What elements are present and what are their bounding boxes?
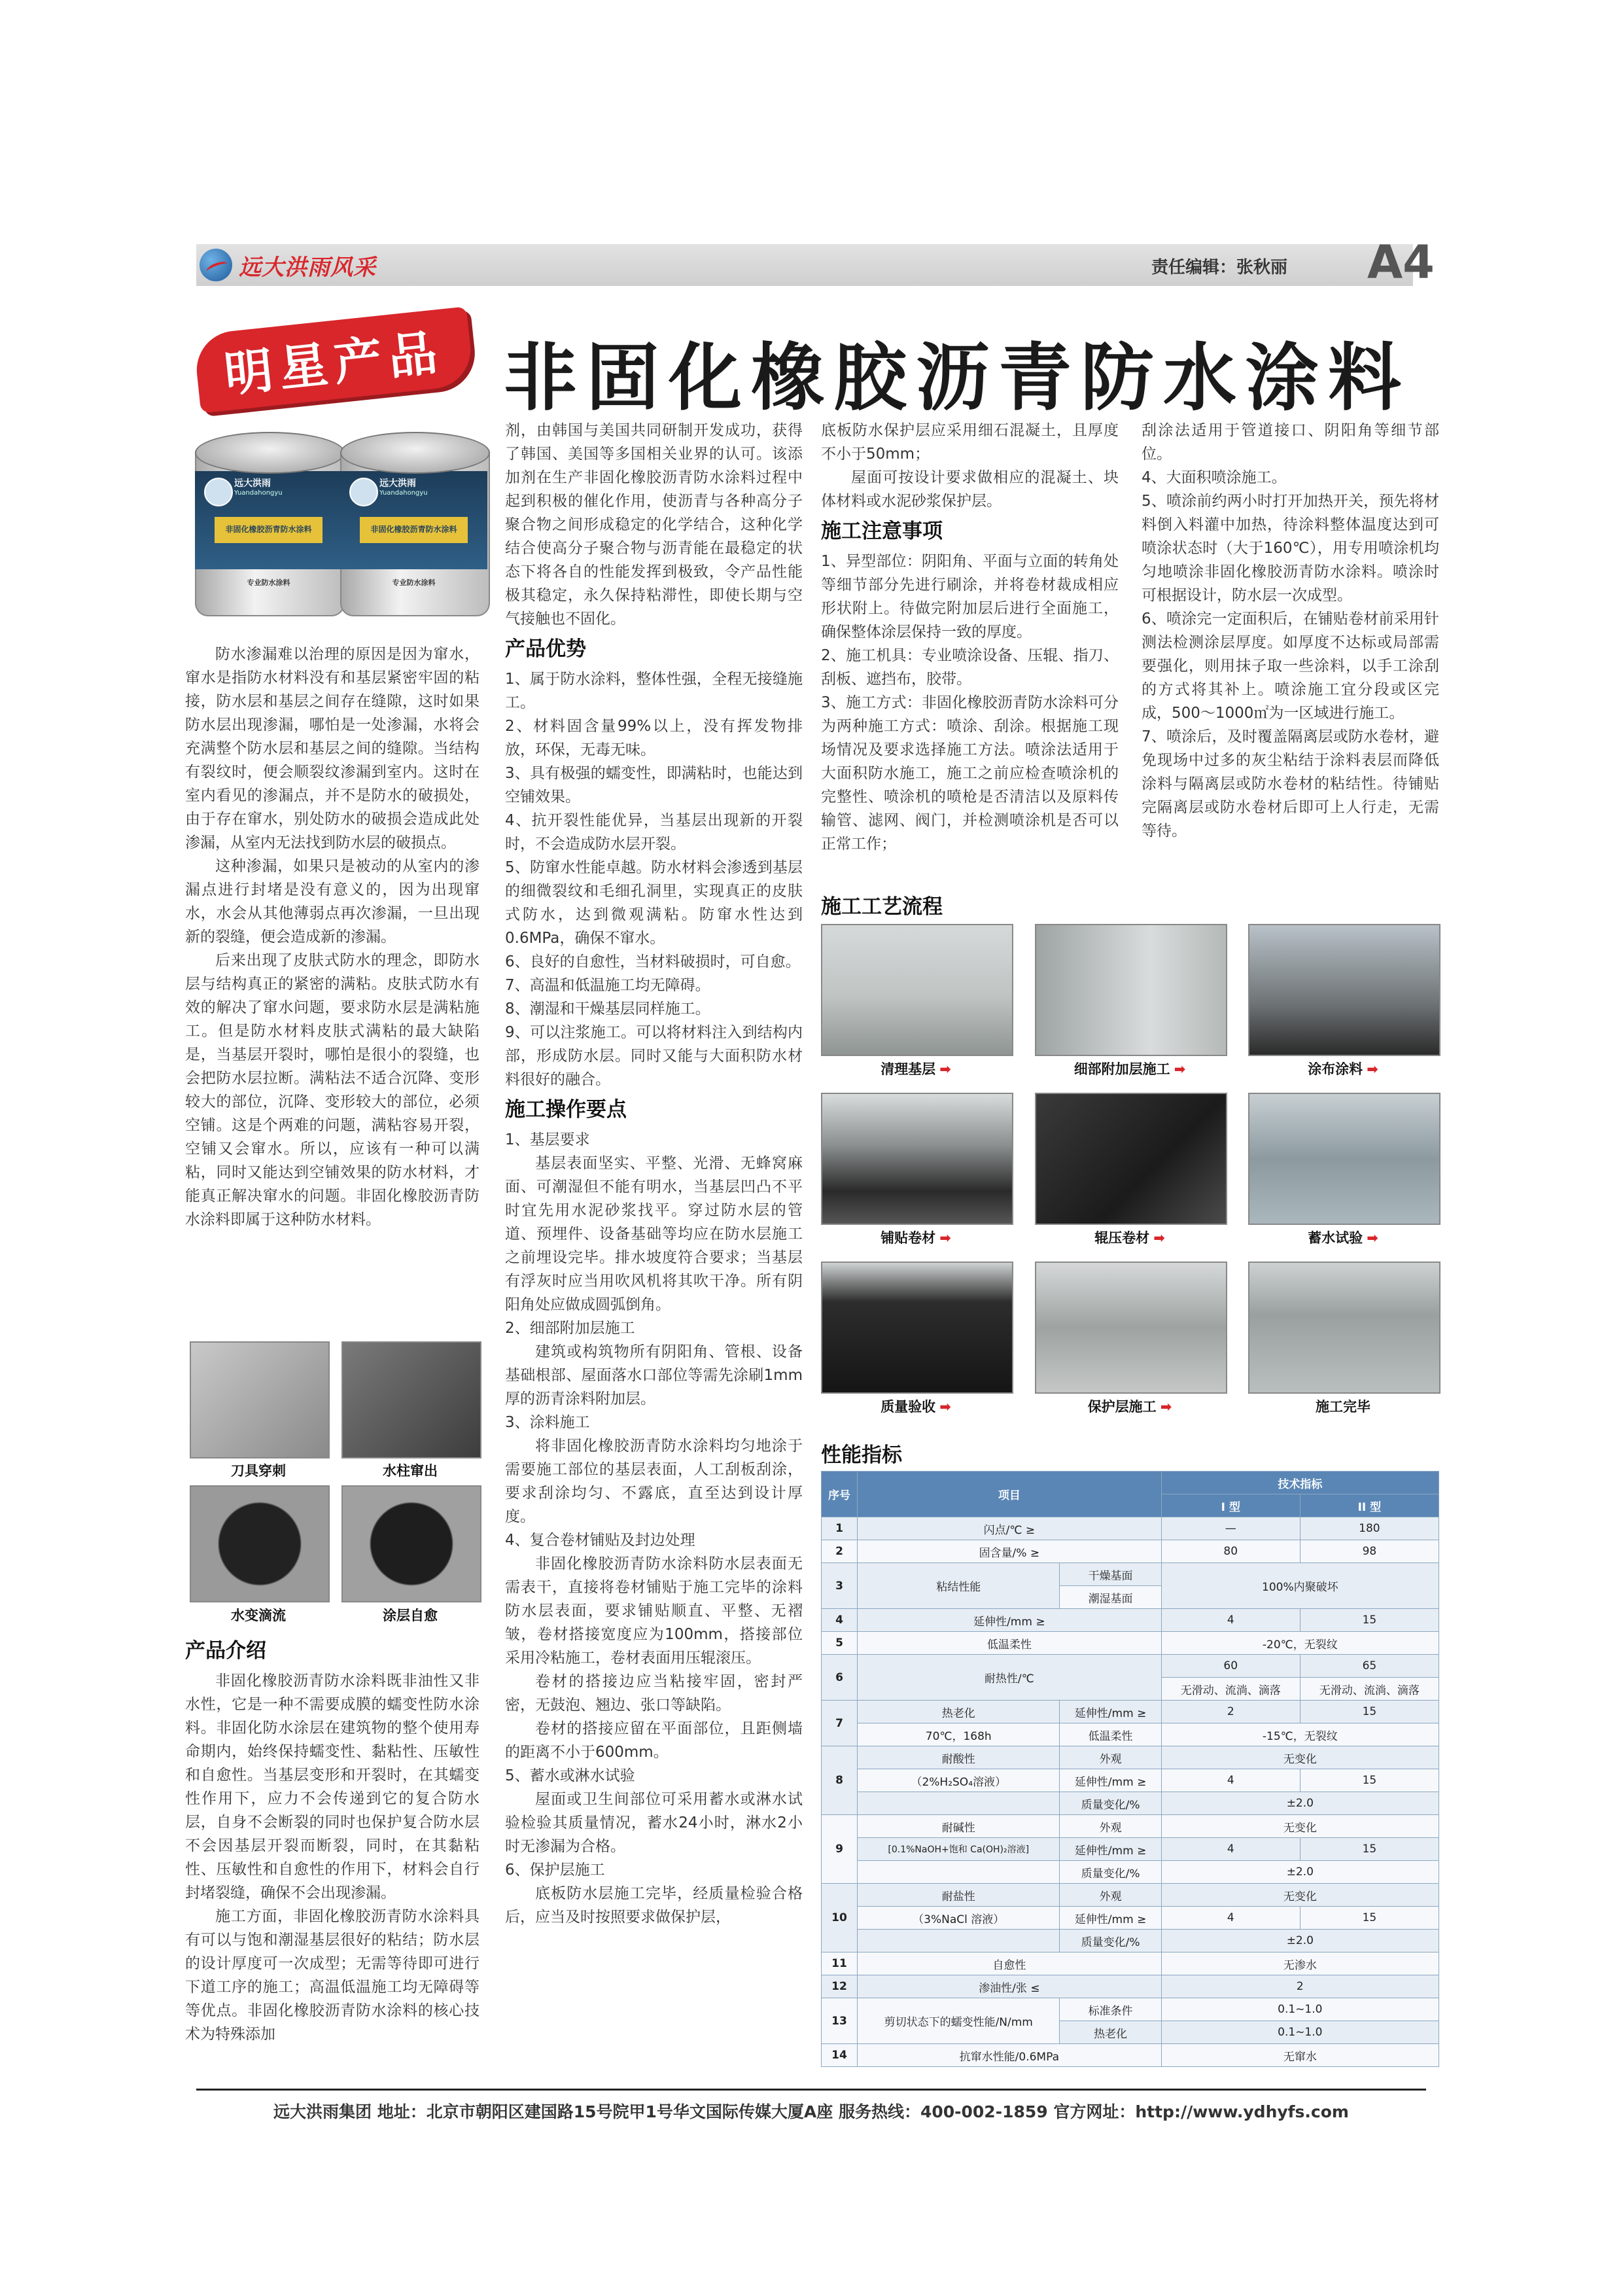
list-item: 2、施工机具：专业喷涂设备、压辊、指刀、刮板、遮挡布，胶带。 bbox=[821, 647, 1119, 688]
paragraph: 施工方面，非固化橡胶沥青防水涂料具有可以与饱和潮湿基层很好的粘结；防水层的设计厚度可一次成型；无需等待即可进行下道工序的施工；高温低温施工均无障碍等等优点。非固化橡胶沥青防水涂料的核心技术为特殊添加 bbox=[185, 1908, 480, 2043]
list-item: 5、蓄水或淋水试验 bbox=[505, 1767, 635, 1784]
can-sub: 专业防水涂料 bbox=[247, 578, 290, 587]
footer-rule bbox=[196, 2089, 1426, 2091]
can-label: 非固化橡胶沥青防水涂料 bbox=[225, 525, 312, 534]
list-item: 2、材料固含量99%以上，没有挥发物排放，环保，无毒无味。 bbox=[505, 718, 803, 758]
table-row: 3 粘结性能 干燥基面 100%内聚破坏 bbox=[822, 1563, 1439, 1586]
photo-caption: 水柱窜出 bbox=[383, 1463, 438, 1479]
process-step-label: 辊压卷材 bbox=[1094, 1230, 1150, 1246]
product-can-1 bbox=[195, 432, 342, 622]
process-step-label: 涂布涂料 bbox=[1308, 1061, 1363, 1077]
table-row: [0.1%NaOH+饱和 Ca(OH)₂溶液] 延伸性/mm ≥ 4 15 bbox=[822, 1838, 1439, 1861]
paragraph: 后来出现了皮肤式防水的理念，即防水层与结构真正的紧密的满粘。皮肤式防水有效的解决了窜水问题，要求防水层是满粘施工。但是防水材料皮肤式满粘的最大缺陷是，当基层开裂时，哪怕是很小的裂缝，也会把防水层拉断。满粘法不适合沉降、变形较大的部位，沉降、变形较大的部位，必须空铺。这是个两难的问题，满粘容易开裂，空铺又会窜水。所以，应该有一种可以满粘，同时又能达到空铺效果的防水材料，才能真正解决窜水的问题。非固化橡胶沥青防水涂料即属于这种防水材料。 bbox=[185, 952, 480, 1228]
table-row: 2 固含量/% ≥ 80 98 bbox=[822, 1540, 1439, 1563]
arrow-right-icon: ➡ bbox=[939, 1230, 951, 1246]
process-photo-lay bbox=[821, 1093, 1013, 1225]
table-row: （3%NaCl 溶液） 延伸性/mm ≥ 4 15 bbox=[822, 1907, 1439, 1930]
arrow-right-icon: ➡ bbox=[1367, 1061, 1378, 1077]
list-item: 1、基层要求 bbox=[505, 1131, 590, 1148]
can-brand-en: Yuandahongyu bbox=[234, 489, 283, 497]
page-number: A4 bbox=[1367, 236, 1435, 289]
list-item: 4、抗开裂性能优异，当基层出现新的开裂时，不会造成防水层开裂。 bbox=[505, 812, 803, 853]
can-sub: 专业防水涂料 bbox=[392, 578, 436, 587]
table-header: II 型 bbox=[1300, 1494, 1439, 1517]
process-step-label: 蓄水试验 bbox=[1308, 1230, 1363, 1246]
process-photo-clean bbox=[821, 924, 1013, 1056]
process-step bbox=[821, 1227, 1011, 1247]
process-step bbox=[1035, 1059, 1225, 1078]
seal-icon bbox=[349, 478, 378, 506]
table-row: 4 延伸性/mm ≥ 4 15 bbox=[822, 1609, 1439, 1632]
column-1-lower bbox=[185, 1633, 480, 2046]
test-photo-waterjet bbox=[341, 1341, 481, 1458]
table-row: 质量变化/% ±2.0 bbox=[822, 1861, 1439, 1884]
process-step bbox=[1035, 1227, 1225, 1247]
list-item: 1、异型部位：阴阳角、平面与立面的转角处等细节部分先进行刷涂，并将卷材裁成相应形状附上。待做完附加层后进行全面施工，确保整体涂层保持一致的厚度。 bbox=[821, 553, 1119, 641]
paragraph: 卷材的搭接边应当粘接牢固，密封严密，无鼓泡、翘边、张口等缺陷。 bbox=[505, 1673, 803, 1714]
process-step-label: 铺贴卷材 bbox=[881, 1230, 936, 1246]
product-can-2 bbox=[340, 432, 487, 622]
paragraph: 剂，由韩国与美国共同研制开发成功，获得了韩国、美国等多国相关业界的认可。该添加剂在生产非固化橡胶沥青防水涂料过程中起到积极的催化作用，使沥青与各种高分子聚合物之间形成稳定的化学结合，这种化学结合使高分子聚合物与沥青能在最稳定的状态下将各自的性能发挥到极致，令产品性能极其稳定，永久保持粘滞性，即使长期与空气接触也不固化。 bbox=[505, 422, 803, 627]
performance-table bbox=[821, 1471, 1439, 2067]
test-photo-selfheal bbox=[341, 1485, 481, 1602]
section-heading: 产品优势 bbox=[505, 637, 586, 661]
process-photo-inspect bbox=[821, 1262, 1013, 1394]
table-row: 质量变化/% ±2.0 bbox=[822, 1792, 1439, 1815]
paragraph: 底板防水层施工完毕，经质量检验合格后，应当及时按照要求做保护层， bbox=[505, 1885, 803, 1926]
list-item: 1、属于防水涂料，整体性强，全程无接缝施工。 bbox=[505, 671, 803, 711]
paragraph: 屋面或卫生间部位可采用蓄水或淋水试验检验其质量情况，蓄水24小时，淋水2小时无渗漏为合格。 bbox=[505, 1791, 803, 1855]
photo-caption: 水变滴流 bbox=[231, 1608, 286, 1623]
table-row: 热老化 0.1~1.0 bbox=[822, 2021, 1439, 2044]
paragraph: 防水渗漏难以治理的原因是因为窜水，窜水是指防水材料没有和基层紧密牢固的粘接，防水层和基层之间存在缝隙，这时如果防水层出现渗漏，哪怕是一处渗漏，水将会充满整个防水层和基层之间的缝隙。当结构有裂纹时，便会顺裂纹渗漏到室内。这时在室内看见的渗漏点，并不是防水的破损处，由于存在窜水，别处防水的破损会造成此处渗漏，从室内无法找到防水层的破损点。 bbox=[185, 646, 480, 851]
table-row: 1 闪点/℃ ≥ — 180 bbox=[822, 1517, 1439, 1540]
test-photo-knife bbox=[190, 1341, 330, 1458]
table-row: （2%H₂SO₄溶液） 延伸性/mm ≥ 4 15 bbox=[822, 1769, 1439, 1792]
paragraph: 非固化橡胶沥青防水涂料防水层表面无需表干，直接将卷材铺贴于施工完毕的涂料防水层表面，要求铺贴顺直、平整、无褶皱，卷材搭接宽度应为100mm，搭接部位采用冷粘施工，卷材表面用压辊滚压。 bbox=[505, 1555, 803, 1667]
list-item: 2、细部附加层施工 bbox=[505, 1320, 635, 1337]
arrow-right-icon: ➡ bbox=[1160, 1399, 1172, 1415]
article-title: 非固化橡胶沥青防水涂料 bbox=[504, 335, 1410, 421]
process-photo-detail bbox=[1035, 924, 1227, 1056]
arrow-right-icon: ➡ bbox=[939, 1061, 951, 1077]
list-item: 9、可以注浆施工。可以将材料注入到结构内部，形成防水层。同时又能与大面积防水材料很好的融合。 bbox=[505, 1024, 803, 1088]
table-row: 无滑动、流淌、滴落 无滑动、流淌、滴落 bbox=[822, 1678, 1439, 1701]
logo-text: 远大洪雨风采 bbox=[239, 254, 376, 281]
paragraph: 卷材的搭接应留在平面部位，且距侧墙的距离不小于600mm。 bbox=[505, 1720, 803, 1761]
arrow-right-icon: ➡ bbox=[1367, 1230, 1378, 1246]
can-brand: 远大洪雨 bbox=[234, 478, 271, 489]
list-item: 6、良好的自愈性，当材料破损时，可自愈。 bbox=[505, 953, 801, 970]
table-row: 8 耐酸性 外观 无变化 bbox=[822, 1746, 1439, 1769]
section-heading: 施工注意事项 bbox=[821, 520, 943, 543]
can-label: 非固化橡胶沥青防水涂料 bbox=[370, 525, 457, 534]
process-step bbox=[821, 1059, 1011, 1078]
logo-icon bbox=[200, 249, 232, 281]
table-header: 序号 bbox=[822, 1472, 858, 1517]
process-photo-protect bbox=[1035, 1262, 1227, 1394]
process-step-label: 细部附加层施工 bbox=[1073, 1061, 1170, 1077]
list-item: 3、具有极强的蠕变性，即满粘时，也能达到空铺效果。 bbox=[505, 765, 803, 805]
list-item: 6、喷涂完一定面积后，在铺贴卷材前采用针测法检测涂层厚度。如厚度不达标或局部需要强化，则用抹子取一些涂料，以手工涂刮的方式将其补上。喷涂施工宜分段或区完成，500～1000㎡为一区域进行施工。 bbox=[1142, 610, 1439, 722]
table-row: 12 渗油性/张 ≤ 2 bbox=[822, 1975, 1439, 1998]
test-photo-drip bbox=[190, 1485, 330, 1602]
list-item: 3、涂料施工 bbox=[505, 1414, 590, 1431]
photo-caption: 刀具穿刺 bbox=[231, 1463, 286, 1479]
paragraph: 底板防水保护层应采用细石混凝土，且厚度不小于50mm； bbox=[821, 422, 1119, 463]
process-step-label: 清理基层 bbox=[881, 1061, 936, 1077]
table-row: 13 剪切状态下的蠕变性能/N/mm 标准条件 0.1~1.0 bbox=[822, 1998, 1439, 2021]
paragraph: 这种渗漏，如果只是被动的从室内的渗漏点进行封堵是没有意义的，因为出现窜水，水会从其他薄弱点再次渗漏，一旦出现新的裂缝，便会造成新的渗漏。 bbox=[185, 858, 480, 945]
paragraph: 非固化橡胶沥青防水涂料既非油性又非水性，它是一种不需要成膜的蠕变性防水涂料。非固化防水涂层在建筑物的整个使用寿命期内，始终保持蠕变性、黏粘性、压敏性和自愈性。当基层变形和开裂时，在其蠕变性作用下，应力不会传递到它的复合防水层，自身不会断裂的同时也保护复合防水层不会因基层开裂而断裂，同时，在其黏粘性、压敏性和自愈性的作用下，材料会自行封堵裂缝，确保不会出现渗漏。 bbox=[185, 1672, 480, 1901]
column-2 bbox=[505, 419, 803, 1929]
table-row: 70℃，168h 低温柔性 -15℃，无裂纹 bbox=[822, 1723, 1439, 1746]
can-brand-en: Yuandahongyu bbox=[379, 489, 428, 497]
paragraph: 屋面可按设计要求做相应的混凝土、块体材料或水泥砂浆保护层。 bbox=[821, 469, 1119, 510]
list-item: 7、高温和低温施工均无障碍。 bbox=[505, 977, 710, 994]
process-heading: 施工工艺流程 bbox=[821, 895, 943, 919]
list-item: 6、保护层施工 bbox=[505, 1862, 605, 1879]
list-item: 4、复合卷材铺贴及封边处理 bbox=[505, 1532, 695, 1549]
process-step bbox=[1035, 1396, 1225, 1416]
list-item: 4、大面积喷涂施工。 bbox=[1142, 469, 1287, 486]
arrow-right-icon: ➡ bbox=[1174, 1061, 1186, 1077]
logo bbox=[200, 245, 376, 285]
list-item: 刮涂法适用于管道接口、阴阳角等细节部位。 bbox=[1142, 422, 1439, 463]
table-row: 潮湿基面 bbox=[822, 1586, 1439, 1609]
section-heading: 产品介绍 bbox=[185, 1639, 266, 1663]
list-item: 5、喷涂前约两小时打开加热开关，预先将材料倒入料灌中加热，待涂料整体温度达到可喷涂状态时（大于160℃），用专用喷涂机均匀地喷涂非固化橡胶沥青防水涂料。喷涂时可根据设计，防水层一次成型。 bbox=[1142, 493, 1439, 604]
column-1 bbox=[185, 643, 480, 1231]
seal-icon bbox=[204, 478, 233, 506]
editor-credit: 责任编辑：张秋丽 bbox=[1151, 258, 1288, 277]
perf-heading: 性能指标 bbox=[821, 1443, 902, 1467]
column-4 bbox=[1142, 419, 1439, 843]
process-step: 施工完毕 bbox=[1316, 1399, 1370, 1415]
arrow-right-icon: ➡ bbox=[939, 1399, 951, 1415]
process-photo-roll bbox=[1035, 1093, 1227, 1225]
photo-caption: 涂层自愈 bbox=[383, 1608, 438, 1623]
section-heading: 施工操作要点 bbox=[505, 1098, 627, 1122]
table-row: 质量变化/% ±2.0 bbox=[822, 1930, 1439, 1952]
list-item: 3、施工方式：非固化橡胶沥青防水涂料可分为两种施工方式：喷涂、刮涂。根据施工现场情况及要求选择施工方法。喷涂法适用于大面积防水施工，施工之前应检查喷涂机的完整性、喷涂机的喷枪是否清洁以及原料传输管、滤网、阀门，并检测喷涂机是否可以正常工作； bbox=[821, 694, 1119, 853]
list-item: 7、喷涂后，及时覆盖隔离层或防水卷材，避免现场中过多的灰尘粘结于涂料表层而降低涂料与隔离层或防水卷材的粘结性。待铺贴完隔离层或防水卷材后即可上人行走，无需等待。 bbox=[1142, 728, 1439, 839]
can-brand: 远大洪雨 bbox=[379, 478, 416, 489]
process-step bbox=[821, 1396, 1011, 1416]
table-row: 14 抗窜水性能/0.6MPa 无窜水 bbox=[822, 2044, 1439, 2067]
process-step bbox=[1248, 1059, 1438, 1078]
arrow-right-icon: ➡ bbox=[1153, 1230, 1165, 1246]
paragraph: 基层表面坚实、平整、光滑、无蜂窝麻面、可潮湿但不能有明水，当基层凹凸不平时宜先用水泥砂浆找平。穿过防水层的管道、预埋件、设备基础等均应在防水层施工之前埋设完毕。排水坡度符合要求；当基层有浮灰时应当用吹风机将其吹干净。所有阴阳角处应做成圆弧倒角。 bbox=[505, 1155, 803, 1313]
table-row: 10 耐盐性 外观 无变化 bbox=[822, 1884, 1439, 1907]
process-step bbox=[1248, 1227, 1438, 1247]
process-step-label: 保护层施工 bbox=[1087, 1399, 1157, 1415]
table-row: 5 低温柔性 -20℃，无裂纹 bbox=[822, 1632, 1439, 1655]
process-photo-done bbox=[1248, 1262, 1440, 1394]
column-3 bbox=[821, 419, 1119, 856]
star-product-tag: 明星产品 bbox=[193, 306, 474, 413]
table-row: 7 热老化 延伸性/mm ≥ 2 15 bbox=[822, 1701, 1439, 1723]
footer-info: 远大洪雨集团 地址：北京市朝阳区建国路15号院甲1号华文国际传媒大厦A座 服务热线：400-002-1859 官方网址：http://www.ydhyfs.com bbox=[273, 2102, 1349, 2121]
table-row: 9 耐碱性 外观 无变化 bbox=[822, 1815, 1439, 1838]
process-step-label: 质量验收 bbox=[881, 1399, 936, 1415]
table-row: 6 耐热性/℃ 60 65 bbox=[822, 1655, 1439, 1678]
list-item: 8、潮湿和干燥基层同样施工。 bbox=[505, 1000, 710, 1017]
paragraph: 将非固化橡胶沥青防水涂料均匀地涂于需要施工部位的基层表面，人工刮板刮涂，要求刮涂均匀、不露底，直至达到设计厚度。 bbox=[505, 1438, 803, 1525]
list-item: 5、防窜水性能卓越。防水材料会渗透到基层的细微裂纹和毛细孔洞里，实现真正的皮肤式防水，达到微观满粘。防窜水性达到0.6MPa，确保不窜水。 bbox=[505, 859, 803, 947]
table-header: 项目 bbox=[858, 1472, 1162, 1517]
paragraph: 建筑或构筑物所有阴阳角、管根、设备基础根部、屋面落水口部位等需先涂刷1mm厚的沥青涂料附加层。 bbox=[505, 1343, 803, 1407]
table-row: 11 自愈性 无渗水 bbox=[822, 1952, 1439, 1975]
table-header: 技术指标 bbox=[1161, 1472, 1439, 1494]
table-header: I 型 bbox=[1161, 1494, 1300, 1517]
process-photo-coat bbox=[1248, 924, 1440, 1056]
process-photo-water bbox=[1248, 1093, 1440, 1225]
